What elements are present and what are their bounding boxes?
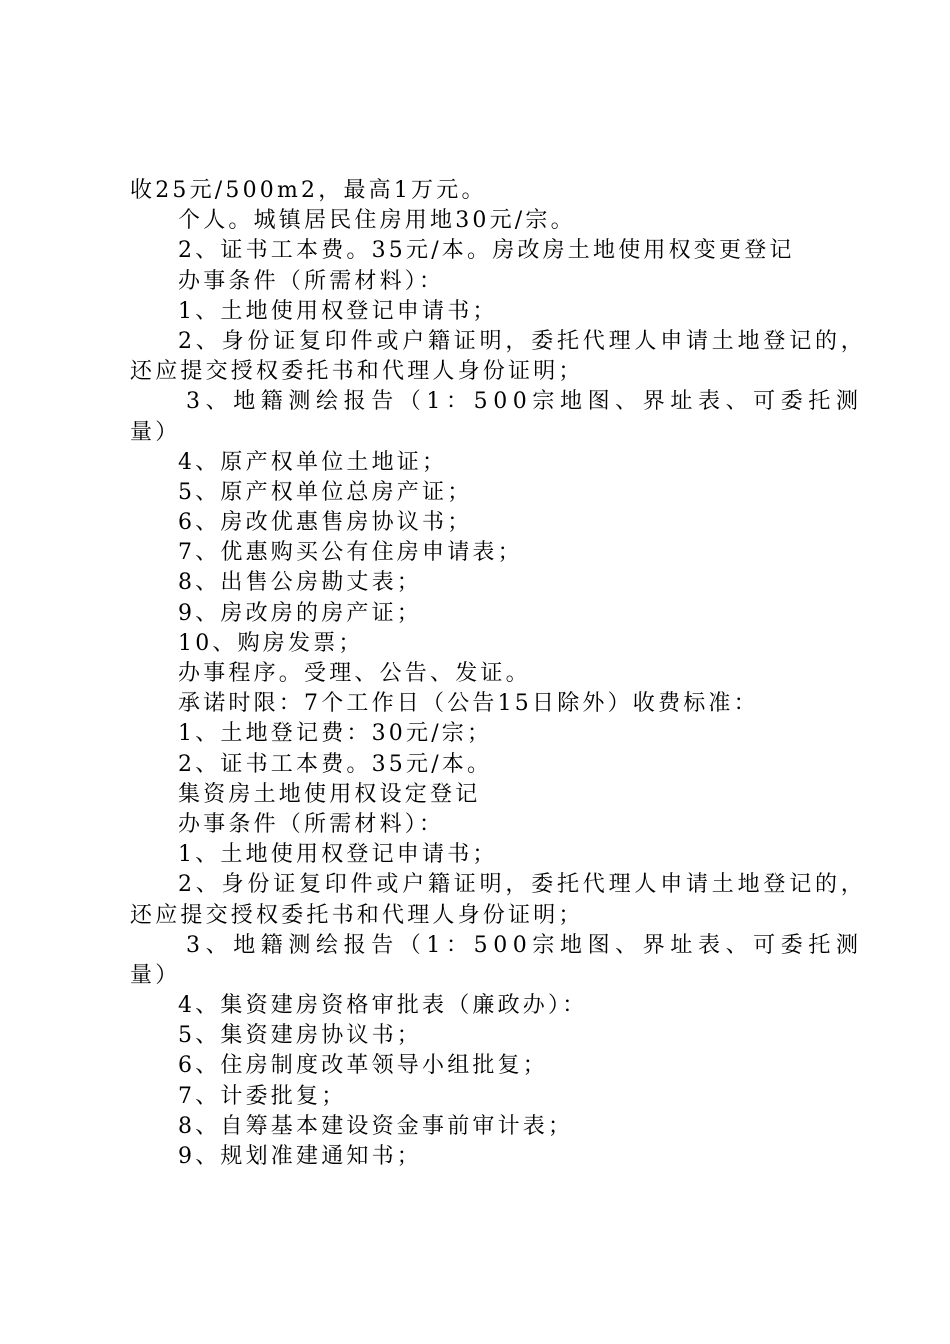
text-line: 2、证书工本费。35元/本。: [178, 751, 493, 777]
text-line: 集资房土地使用权设定登记: [178, 781, 481, 807]
text-line: 2、证书工本费。35元/本。房改房土地使用权变更登记: [178, 238, 795, 264]
text-line: 8、自筹基本建设资金事前审计表；: [178, 1113, 574, 1139]
text-line: 9、房改房的房产证；: [178, 600, 422, 626]
text-line: 9、规划准建通知书；: [178, 1144, 422, 1169]
text-line: 办事条件（所需材料）：: [178, 268, 445, 294]
text-line: 收25元/500m2，最高1万元。: [130, 178, 487, 203]
text-line: 量）: [130, 419, 181, 445]
text-line: 5、集资建房协议书；: [178, 1023, 422, 1049]
text-line: 2、身份证复印件或户籍证明，委托代理人申请土地登记的，: [178, 328, 867, 354]
text-line: 还应提交授权委托书和代理人身份证明；: [130, 902, 584, 928]
text-line: 个人。城镇居民住房用地30元/宗。: [178, 208, 576, 234]
text-line: 1、土地使用权登记申请书；: [178, 842, 498, 868]
text-line: 6、房改优惠售房协议书；: [178, 510, 473, 536]
text-line: 7、计委批复；: [178, 1083, 347, 1109]
text-line: 3、地籍测绘报告（1：500宗地图、界址表、可委托测: [186, 932, 864, 958]
text-line: 办事程序。受理、公告、发证。: [178, 661, 531, 686]
text-line: 办事条件（所需材料）：: [178, 811, 445, 837]
text-line: 承诺时限：7个工作日（公告15日除外）收费标准：: [178, 691, 759, 717]
text-line: 4、原产权单位土地证；: [178, 449, 448, 475]
text-line: 7、优惠购买公有住房申请表；: [178, 540, 523, 566]
text-line: 6、住房制度改革领导小组批复；: [178, 1053, 548, 1079]
text-line: 还应提交授权委托书和代理人身份证明；: [130, 359, 584, 385]
text-line: 4、集资建房资格审批表（廉政办）：: [178, 993, 588, 1019]
text-line: 8、出售公房勘丈表；: [178, 570, 422, 596]
text-line: 5、原产权单位总房产证；: [178, 479, 473, 505]
text-line: 1、土地登记费：30元/宗；: [178, 721, 493, 747]
text-line: 1、土地使用权登记申请书；: [178, 298, 498, 324]
text-line: 量）: [130, 962, 181, 988]
document-text: [130, 176, 867, 1172]
text-line: 2、身份证复印件或户籍证明，委托代理人申请土地登记的，: [178, 872, 867, 898]
text-line: 10、购房发票；: [178, 630, 364, 656]
text-line: 3、地籍测绘报告（1：500宗地图、界址表、可委托测: [186, 389, 864, 415]
